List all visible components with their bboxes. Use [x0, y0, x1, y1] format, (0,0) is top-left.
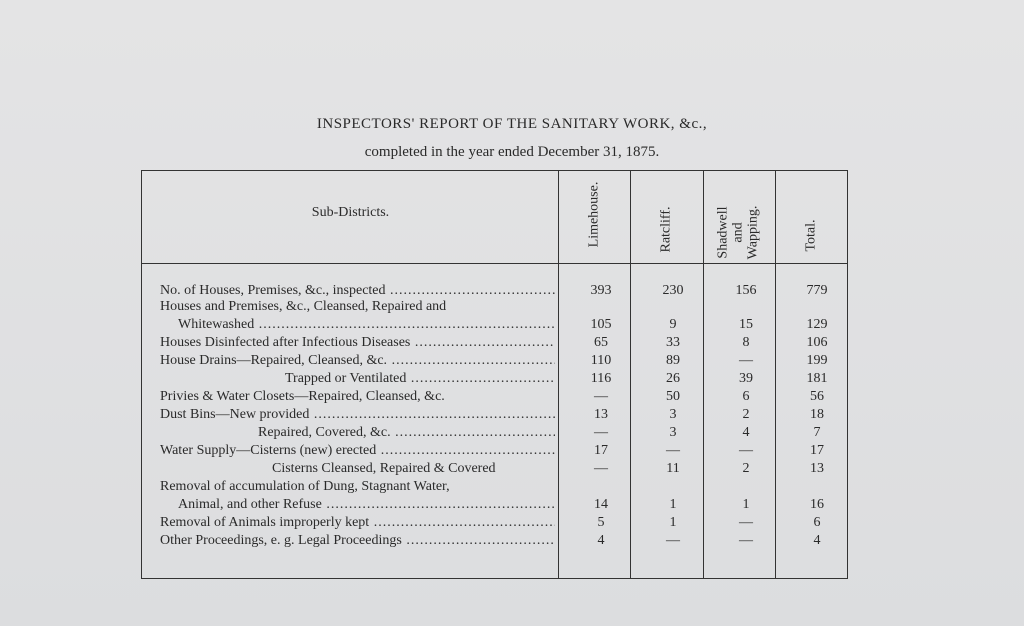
header-ratcliff: Ratcliff. — [658, 206, 674, 253]
cell-total: 6 — [813, 515, 821, 530]
cell-total: 16 — [810, 497, 824, 512]
table-row — [160, 479, 848, 497]
cell-shadwell: — — [739, 353, 753, 368]
row-label: House Drains—Repaired, Cleansed, &c. ..... — [160, 353, 555, 369]
cell-total: 13 — [810, 461, 824, 476]
cell-ratcliff: — — [666, 443, 680, 458]
cell-ratcliff: 33 — [666, 335, 680, 350]
cell-total: 18 — [810, 407, 824, 422]
cell-ratcliff: 3 — [669, 425, 677, 440]
cell-limehouse: 5 — [597, 515, 605, 530]
cell-limehouse: 110 — [590, 353, 612, 368]
row-label: Dust Bins—New provided ..... — [160, 407, 555, 423]
table-row — [160, 317, 848, 335]
cell-ratcliff: 3 — [669, 407, 677, 422]
cell-total: 106 — [806, 335, 828, 350]
header-shadwell-wapping — [716, 177, 761, 289]
row-label: No. of Houses, Premises, &c., inspected ..... — [160, 283, 555, 299]
cell-shadwell: — — [739, 515, 753, 530]
row-label: Houses and Premises, &c., Cleansed, Repaired and — [160, 299, 447, 314]
row-label: Houses Disinfected after Infectious Diseases ..... — [160, 335, 555, 351]
row-label: Removal of accumulation of Dung, Stagnant Water, — [160, 479, 450, 494]
cell-limehouse: 65 — [594, 335, 608, 350]
table-row — [160, 353, 848, 371]
cell-shadwell: 2 — [742, 461, 750, 476]
row-label: Trapped or Ventilated ..... — [160, 371, 555, 387]
row-label: Repaired, Covered, &c. ..... — [160, 425, 555, 441]
row-label: Privies & Water Closets—Repaired, Cleansed, &c. — [160, 389, 445, 404]
table-row — [160, 371, 848, 389]
cell-limehouse: — — [594, 389, 608, 404]
cell-total: 17 — [810, 443, 824, 458]
header-shadwell-line3: Wapping. — [745, 205, 761, 260]
table-row — [160, 407, 848, 425]
cell-ratcliff: 89 — [666, 353, 680, 368]
cell-limehouse: 4 — [597, 533, 605, 548]
cell-ratcliff: 26 — [666, 371, 680, 386]
cell-shadwell: 4 — [742, 425, 750, 440]
cell-limehouse: 17 — [594, 443, 608, 458]
row-label: Other Proceedings, e. g. Legal Proceedings ..... — [160, 533, 555, 549]
cell-ratcliff: 9 — [669, 317, 677, 332]
cell-shadwell: 15 — [739, 317, 753, 332]
cell-total: 56 — [810, 389, 824, 404]
header-sub-districts: Sub-Districts. — [311, 205, 390, 220]
header-shadwell-line2: and — [730, 222, 746, 243]
report-subtitle: completed in the year ended December 31, 1875. — [364, 144, 660, 160]
table-top-rule — [141, 170, 848, 171]
cell-total: 779 — [806, 283, 828, 298]
table-row — [160, 389, 848, 407]
table-row — [160, 335, 848, 353]
table-row — [160, 461, 848, 479]
row-label: Animal, and other Refuse ..... — [160, 497, 555, 513]
row-label: Water Supply—Cisterns (new) erected ..... — [160, 443, 555, 459]
cell-shadwell: 6 — [742, 389, 750, 404]
report-title: INSPECTORS' REPORT OF THE SANITARY WORK, &c., — [316, 116, 708, 132]
cell-total: 129 — [806, 317, 828, 332]
cell-ratcliff: 1 — [669, 497, 677, 512]
cell-shadwell: 156 — [735, 283, 757, 298]
table-bottom-rule — [141, 578, 848, 579]
cell-ratcliff: 50 — [666, 389, 680, 404]
cell-ratcliff: 230 — [662, 283, 684, 298]
header-shadwell-line1: Shadwell — [715, 206, 731, 259]
table-row — [160, 533, 848, 551]
table-row — [160, 515, 848, 533]
cell-total: 4 — [813, 533, 821, 548]
cell-total: 7 — [813, 425, 821, 440]
table-left-border — [141, 170, 142, 579]
cell-total: 181 — [806, 371, 828, 386]
header-total: Total. — [803, 219, 819, 252]
cell-shadwell: — — [739, 533, 753, 548]
cell-shadwell: 2 — [742, 407, 750, 422]
table-row — [160, 425, 848, 443]
cell-limehouse: 116 — [590, 371, 612, 386]
cell-ratcliff: — — [666, 533, 680, 548]
row-label: Whitewashed ..... — [160, 317, 555, 333]
cell-shadwell: 39 — [739, 371, 753, 386]
table-row — [160, 497, 848, 515]
cell-ratcliff: 1 — [669, 515, 677, 530]
cell-limehouse: 14 — [594, 497, 608, 512]
cell-shadwell: 1 — [742, 497, 750, 512]
cell-shadwell: 8 — [742, 335, 750, 350]
cell-limehouse: 105 — [590, 317, 612, 332]
header-limehouse: Limehouse. — [586, 181, 602, 248]
cell-ratcliff: 11 — [666, 461, 680, 476]
cell-total: 199 — [806, 353, 828, 368]
cell-shadwell: — — [739, 443, 753, 458]
cell-limehouse: 393 — [590, 283, 612, 298]
row-label: Cisterns Cleansed, Repaired & Covered — [272, 461, 496, 476]
cell-limehouse: — — [594, 425, 608, 440]
table-row — [160, 443, 848, 461]
table-row — [160, 299, 848, 317]
row-label: Removal of Animals improperly kept ..... — [160, 515, 555, 531]
cell-limehouse: — — [594, 461, 608, 476]
cell-limehouse: 13 — [594, 407, 608, 422]
